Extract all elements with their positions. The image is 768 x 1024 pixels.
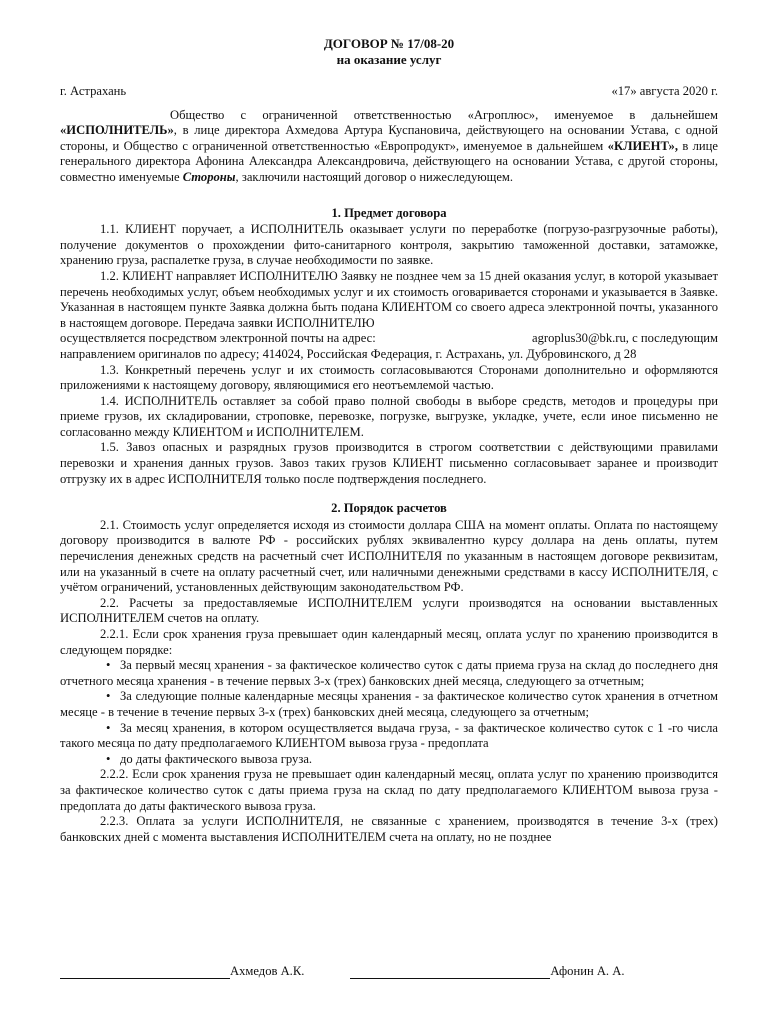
client-term: «КЛИЕНТ», <box>607 138 678 153</box>
clause-1-4: 1.4. ИСПОЛНИТЕЛЬ оставляет за собой право полной свободы в выборе средств, методов и процедуры при приеме грузов, их складировании, строповке, перевозке, погрузке, выгрузке, укладке, учете, если иное письменно не согласованно между КЛИЕНТОМ и ИСПОЛНИТЕЛЕМ. <box>60 393 718 439</box>
preamble-text-4: , заключили настоящий договор о нижеследующем. <box>235 169 514 184</box>
client-name: Афонин А. А. <box>550 964 625 978</box>
clause-2-2-3: 2.2.3. Оплата за услуги ИСПОЛНИТЕЛЯ, не связанные с хранением, производятся в течение 3-х (трех) банковских дней с момента выставления ИСПОЛНИТЕЛЕМ счета на оплату, но не позднее <box>60 814 718 844</box>
executor-email: agroplus30@bk.ru, с последующим <box>532 331 718 346</box>
executor-signature <box>60 964 304 979</box>
bullet-text-2: За следующие полные календарные месяцы хранения - за фактическое количество суток хранения в отчетном месяце - в течение в течение первых 3-х (трех) банковских дней месяца, следующего за отчетным; <box>60 689 718 719</box>
parties-term: Стороны <box>182 169 236 184</box>
clause-1-3: 1.3. Конкретный перечень услуг и их стоимость согласовываются Сторонами дополнительно и оформляются приложениями к настоящему договору, являющимися его неотъемлемой частью. <box>60 362 718 393</box>
document-subtitle: на оказание услуг <box>336 52 442 67</box>
clause-2-1: 2.1. Стоимость услуг определяется исходя из стоимости доллара США на момент оплаты. Оплата по настоящему договору производится в валюте РФ - российских рублях эквивалентно курсу доллара на день оплаты, путем перечисления денежных средств на расчетный счет ИСПОЛНИТЕЛЯ по указанным в настоящем договоре реквизитам, или на указанный в счете на оплату расчетный счет, или наличными денежными средствами в кассу ИСПОЛНИТЕЛЯ, с учётом ограничений, установленных действующим законодательством РФ. <box>60 517 718 595</box>
preamble-text-3: в лице генерального директора Афонина Александра Александровича, действующего на основании Устава, с другой стороны, совместно именуемые <box>60 138 718 184</box>
clause-1-2-address-line <box>60 331 718 347</box>
contract-date: «17» августа 2020 г. <box>611 84 718 98</box>
bullet-icon: • <box>106 689 111 704</box>
list-item <box>60 752 718 768</box>
place-date-row <box>60 84 718 100</box>
clause-1-5: 1.5. Завоз опасных и разрядных грузов производится в строгом соответствии с действующими правилами перевозки и хранения данных грузов. Завоз таких грузов КЛИЕНТ письменно согласовывает заранее и производит отгрузку их в адрес ИСПОЛНИТЕЛЯ только после подтверждения последнего. <box>60 440 718 486</box>
bullet-icon: • <box>106 658 111 673</box>
section-2-heading: 2. Порядок расчетов <box>331 501 447 516</box>
contract-page <box>60 36 718 845</box>
bullet-text-1: За первый месяц хранения - за фактическое количество суток с даты приема груза на склад до последнего дня отчетного месяца хранения - в течение первых 3-х (трех) банковских дней месяца, следующего за отчетным; <box>60 658 718 688</box>
clause-2-2-1: 2.2.1. Если срок хранения груза превышает один календарный месяц, оплата услуг по хранению производится в следующем порядке: <box>60 627 718 657</box>
signature-line <box>350 965 550 979</box>
list-item <box>60 689 718 720</box>
clause-2-2: 2.2. Расчеты за предоставляемые ИСПОЛНИТЕЛЕМ услуги производятся на основании выставленных ИСПОЛНИТЕЛЕМ счетов на оплату. <box>60 595 718 626</box>
section-1-heading: 1. Предмет договора <box>331 205 447 220</box>
executor-name: Ахмедов А.К. <box>230 964 305 978</box>
preamble-text-2: , в лице директора Ахмедова Артура Куспановича, действующего на основании Устава, с одной стороны, и Общество с ограниченной ответственностью «Европродукт», именуемое в дальнейшем <box>60 123 718 153</box>
clause-1-2-end: направлением оригиналов по адресу; 414024, Российская Федерация, г. Астрахань, ул. Дубровинского, д 28 <box>60 346 637 361</box>
clause-1-2: 1.2. КЛИЕНТ направляет ИСПОЛНИТЕЛЮ Заявку не позднее чем за 15 дней оказания услуг, в которой указывает перечень необходимых услуг, объем необходимых услуг и их стоимость оговаривается сторонами и указывается в Заявке. Указанная в настоящем пункте Заявка должна быть подана КЛИЕНТОМ со своего адреса электронной почты, указанного в настоящем договоре. Передача заявки ИСПОЛНИТЕЛЮ <box>60 268 718 330</box>
clause-1-1: 1.1. КЛИЕНТ поручает, а ИСПОЛНИТЕЛЬ оказывает услуги по переработке (погрузо-разгрузочные работы), получение документов о прохождении фито-санитарного контроля, закрытию таможенной доставки, затаможке, хранению груза, распалетке груза, в случае необходимости по заявке. <box>60 222 718 268</box>
executor-term: «ИСПОЛНИТЕЛЬ» <box>60 123 174 138</box>
signature-row <box>60 964 720 979</box>
clause-1-2-address-left: осуществляется посредством электронной почты на адрес: <box>60 331 376 346</box>
preamble <box>60 108 718 186</box>
list-item <box>60 721 718 752</box>
bullet-text-3-cont: до даты фактического вывоза груза. <box>120 751 313 766</box>
clause-2-2-2: 2.2.2. Если срок хранения груза не превышает один календарный месяц, оплата услуг по хранению производится за фактическое количество суток с даты приема груза на склад по дату предполагаемого КЛИЕНТОМ вывоза груза - предоплата до даты фактического вывоза груза. <box>60 767 718 813</box>
client-signature <box>350 964 624 979</box>
bullet-icon: • <box>106 720 111 735</box>
signature-line <box>60 965 230 979</box>
document-title: ДОГОВОР № 17/08-20 <box>323 36 455 51</box>
city: г. Астрахань <box>60 84 127 98</box>
preamble-text-1: Общество с ограниченной ответственностью «Агроплюс», именуемое в дальнейшем <box>170 107 718 122</box>
bullet-text-3: За месяц хранения, в котором осуществляется выдача груза, - за фактическое количество суток с 1 -го числа такого месяца по дату предполагаемого КЛИЕНТОМ вывоза груза - предоплата <box>60 720 718 751</box>
bullet-icon: • <box>106 751 111 766</box>
list-item <box>60 658 718 689</box>
